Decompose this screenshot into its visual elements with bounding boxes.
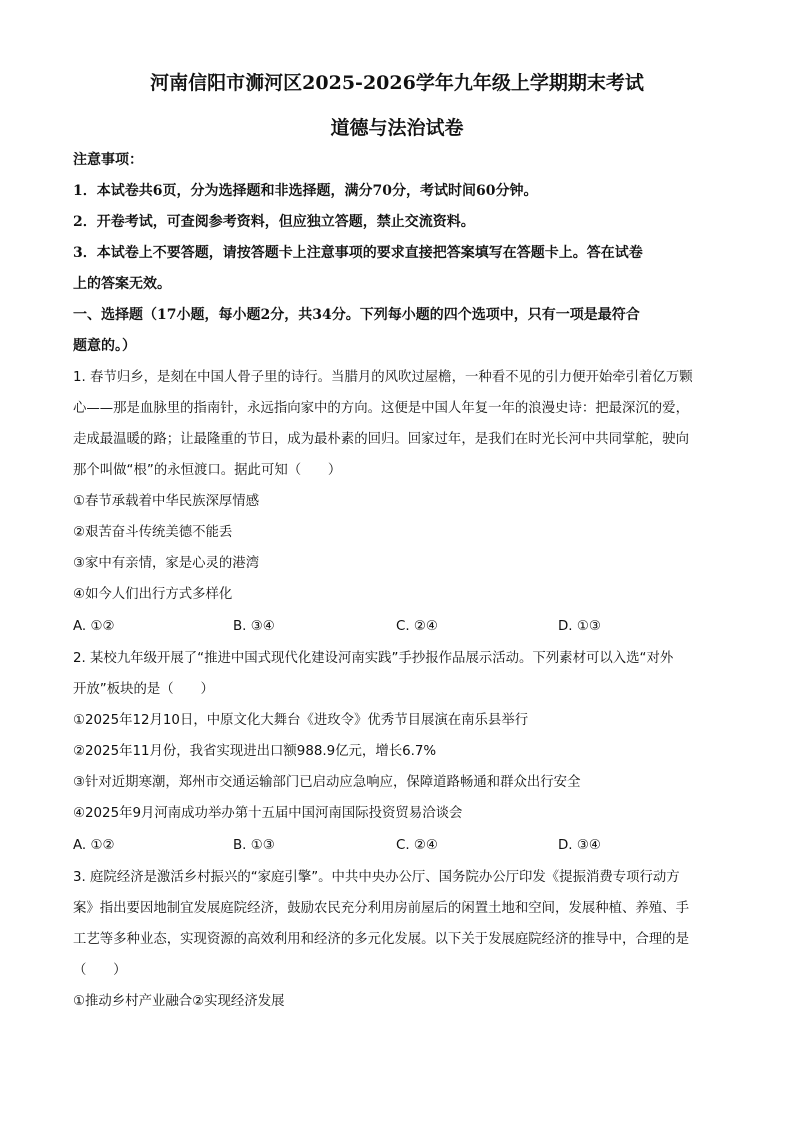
question-1-option-d: D. ①③: [558, 619, 601, 634]
notes-heading: 注意事项：: [73, 152, 143, 168]
question-1-stem-line-2: 心——那是血脉里的指南针，永远指向家中的方向。这便是中国人年复一年的浪漫史诗：把最深沉的爱，: [73, 401, 689, 416]
question-2-statement-4: ④2025年9月河南成功举办第十五届中国河南国际投资贸易洽谈会: [73, 806, 463, 821]
notes-item-2: 2．开卷考试，可查阅参考资料，但应独立答题，禁止交流资料。: [73, 214, 475, 230]
question-1-stem-line-1: 1. 春节归乡，是刻在中国人骨子里的诗行。当腊月的风吹过屋檐，一种看不见的引力便开始牵引着亿万颗: [73, 370, 693, 385]
question-2-option-c: C. ②④: [396, 838, 438, 853]
exam-title: 河南信阳市浉河区2025-2026学年九年级上学期期末考试: [150, 72, 644, 94]
question-3-stem-line-1: 3. 庭院经济是激活乡村振兴的“家庭引擎”。中共中央办公厅、国务院办公厅印发《提振消费专项行动方: [73, 870, 680, 885]
question-2-statement-1: ①2025年12月10日，中原文化大舞台《进玫令》优秀节目展演在南乐县举行: [73, 713, 529, 728]
question-2-option-b: B. ①③: [233, 838, 275, 853]
notes-item-1: 1．本试卷共6页，分为选择题和非选择题，满分70分，考试时间60分钟。: [73, 183, 538, 199]
question-2-stem-line-1: 2. 某校九年级开展了“推进中国式现代化建设河南实践”手抄报作品展示活动。下列素材可以入选“对外: [73, 651, 674, 666]
question-2-option-d: D. ③④: [558, 838, 601, 853]
question-1-stem-line-3: 走成最温暖的路；让最隆重的节日，成为最朴素的回归。回家过年，是我们在时光长河中共同掌舵，驶向: [73, 432, 689, 447]
question-1-statement-2: ②艰苦奋斗传统美德不能丢: [73, 525, 233, 540]
notes-item-3-line-2: 上的答案无效。: [73, 276, 171, 292]
question-1-option-b: B. ③④: [233, 619, 275, 634]
question-1-statement-3: ③家中有亲情，家是心灵的港湾: [73, 556, 260, 571]
question-1-stem-line-4: 那个叫做“根”的永恒渡口。据此可知（ ）: [73, 463, 342, 478]
question-1-option-c: C. ②④: [396, 619, 438, 634]
question-3-stem-line-2: 案》指出要因地制宜发展庭院经济，鼓励农民充分利用房前屋后的闲置土地和空间，发展种植、养殖、手: [73, 901, 689, 916]
notes-item-3-line-1: 3．本试卷上不要答题，请按答题卡上注意事项的要求直接把答案填写在答题卡上。答在试卷: [73, 245, 643, 261]
question-3-stem-line-4: （ ）: [73, 963, 127, 978]
question-1-statement-1: ①春节承载着中华民族深厚情感: [73, 494, 260, 509]
question-2-statement-2: ②2025年11月份，我省实现进出口额988.9亿元，增长6.7%: [73, 744, 437, 759]
question-1-statement-4: ④如今人们出行方式多样化: [73, 587, 233, 602]
question-1-option-a: A. ①②: [73, 619, 115, 634]
question-2-option-a: A. ①②: [73, 838, 115, 853]
question-3-statement-1: ①推动乡村产业融合②实现经济发展: [73, 994, 285, 1009]
exam-subtitle: 道德与法治试卷: [330, 117, 464, 139]
section-heading-line-2: 题意的。）: [73, 338, 136, 354]
question-2-stem-line-2: 开放”板块的是（ ）: [73, 682, 214, 697]
question-3-stem-line-3: 工艺等多种业态，实现资源的高效利用和经济的多元化发展。以下关于发展庭院经济的推导中，合理的是: [73, 932, 689, 947]
section-heading-line-1: 一、选择题（17小题，每小题2分，共34分。下列每小题的四个选项中，只有一项是最符合: [73, 307, 640, 323]
question-2-statement-3: ③针对近期寒潮，郑州市交通运输部门已启动应急响应，保障道路畅通和群众出行安全: [73, 775, 581, 790]
